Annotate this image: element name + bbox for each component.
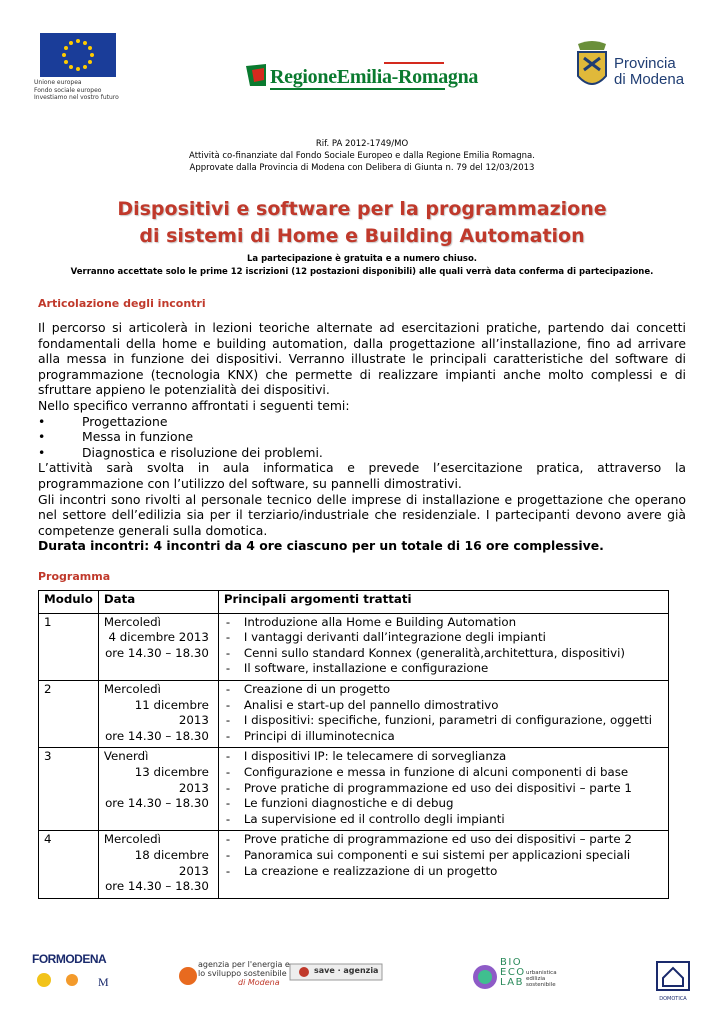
module-date: Mercoledì 18 dicembre 2013 ore 14.30 – 18.30 — [98, 831, 218, 898]
table-header-row — [39, 591, 669, 614]
list-item: - Creazione di un progetto — [224, 682, 663, 698]
course-description — [38, 320, 686, 554]
reference-block: Rif. PA 2012-1749/MO Attività co-finanziate dal Fondo Sociale Europeo e dalla Regione Emilia Romagna. Approvate dalla Provincia di Modena con Delibera di Giunta n. 79 del 12/03/2013 — [189, 139, 535, 173]
list-item: - I vantaggi derivanti dall’integrazione degli impianti — [224, 630, 663, 646]
list-item: - La supervisione ed il controllo degli impianti — [224, 812, 663, 828]
list-item: - Prove pratiche di programmazione ed uso dei dispositivi – parte 2 — [224, 832, 663, 848]
module-number: 3 — [39, 748, 99, 831]
agenzia-energia-logo: agenzia per l'energia e lo sviluppo sostenibile di Modena save · agenzia — [178, 958, 386, 996]
module-number: 2 — [39, 680, 99, 747]
bioecolab-mark-icon — [470, 962, 500, 992]
column-header: Principali argomenti trattati — [218, 591, 668, 614]
list-item: - Analisi e start-up del pannello dimostrativo — [224, 698, 663, 714]
participation-note: La partecipazione è gratuita e a numero chiuso. Verranno accettate solo le prime 12 iscrizioni (12 postazioni disponibili) alle quali verrà data conferma di partecipazione. — [70, 254, 654, 277]
provincia-logo: Provincia di Modena — [572, 40, 692, 100]
bioecolab-logo: BIO ECO LAB urbanistica edilizia sostenibile — [470, 958, 570, 998]
eu-caption: Unione europea Fondo sociale europeo Investiamo nel vostro futuro — [34, 79, 119, 101]
list-item: - La creazione e realizzazione di un progetto — [224, 864, 663, 880]
provincia-crest-icon — [572, 40, 612, 96]
list-item: - Le funzioni diagnostiche e di debug — [224, 796, 663, 812]
module-number: 1 — [39, 613, 99, 680]
list-item: - I dispositivi: specifiche, funzioni, parametri di configurazione, oggetti — [224, 713, 663, 729]
table-row — [39, 680, 669, 747]
module-topics — [218, 831, 668, 898]
list-item: - Prove pratiche di programmazione ed uso dei dispositivi – parte 1 — [224, 781, 663, 797]
column-header: Modulo — [39, 591, 99, 614]
list-item: • Messa in funzione — [38, 429, 194, 445]
section-heading-programma: Programma — [38, 570, 111, 583]
list-item: - Principi di illuminotecnica — [224, 729, 663, 745]
programme-table — [38, 590, 669, 899]
list-item: - Introduzione alla Home e Building Automation — [224, 615, 663, 631]
list-item: - I dispositivi IP: le telecamere di sorveglianza — [224, 749, 663, 765]
formodena-logo: FORMODENA M — [32, 952, 128, 998]
table-row — [39, 831, 669, 898]
module-topics — [218, 748, 668, 831]
module-number: 4 — [39, 831, 99, 898]
page-title: Dispositivi e software per la programmazione di sistemi di Home e Building Automation — [117, 198, 607, 247]
section-heading-articolazione: Articolazione degli incontri — [38, 297, 206, 310]
eu-flag-icon — [40, 33, 116, 77]
regione-logo: RegioneEmilia-Romagna — [244, 60, 449, 92]
eu-logo — [34, 33, 122, 99]
module-date: Venerdì 13 dicembre 2013 ore 14.30 – 18.30 — [98, 748, 218, 831]
domotica-logo: DOMOTICA — [655, 960, 695, 1000]
paragraph: Gli incontri sono rivolti al personale tecnico delle imprese di installazione e progettazione che operano nel settore dell’edilizia sia per il terziario/industriale che residenziale. I partecipanti devono avere già competenze generali sulla domotica. — [38, 491, 686, 538]
list-item: - Il software, installazione e configurazione — [224, 661, 663, 677]
list-item: - Cenni sullo standard Konnex (generalità,architettura, dispositivi) — [224, 646, 663, 662]
paragraph: Il percorso si articolerà in lezioni teoriche alternate ad esercitazioni pratiche, partendo dai concetti fondamentali della home e building automation, dalla progettazione all’installazione, fino ad arrivare alla messa in funzione dei dispositivi. Verranno illustrate le principali caratteristiche del software di programmazione (tecnologia KNX) che permette di realizzare impianti anche molto complessi e di sfruttare appieno le potenzialità dei dispositivi. — [38, 320, 686, 398]
module-date: Mercoledì 11 dicembre 2013 ore 14.30 – 18.30 — [98, 680, 218, 747]
module-topics — [218, 680, 668, 747]
paragraph: L’attività sarà svolta in aula informatica e prevede l’esercitazione pratica, attraverso la programmazione con l’utilizzo del software, su pannelli dimostrativi. — [38, 460, 686, 491]
paragraph: Nello specifico verranno affrontati i seguenti temi: — [38, 397, 350, 413]
module-date: Mercoledì 4 dicembre 2013 ore 14.30 – 18.30 — [98, 613, 218, 680]
duration-note: Durata incontri: 4 incontri da 4 ore ciascuno per un totale di 16 ore complessive. — [38, 538, 604, 554]
formodena-partners-icon — [32, 966, 122, 994]
list-item: - Configurazione e messa in funzione di alcuni componenti di base — [224, 765, 663, 781]
table-row — [39, 613, 669, 680]
list-item: • Diagnostica e risoluzione dei problemi. — [38, 444, 323, 460]
list-item: - Panoramica sui componenti e sui sistemi per applicazioni speciali — [224, 848, 663, 864]
column-header: Data — [98, 591, 218, 614]
house-icon — [655, 960, 691, 992]
list-item: • Progettazione — [38, 413, 168, 429]
module-topics — [218, 613, 668, 680]
table-row — [39, 748, 669, 831]
svg-text:M: M — [98, 975, 109, 989]
